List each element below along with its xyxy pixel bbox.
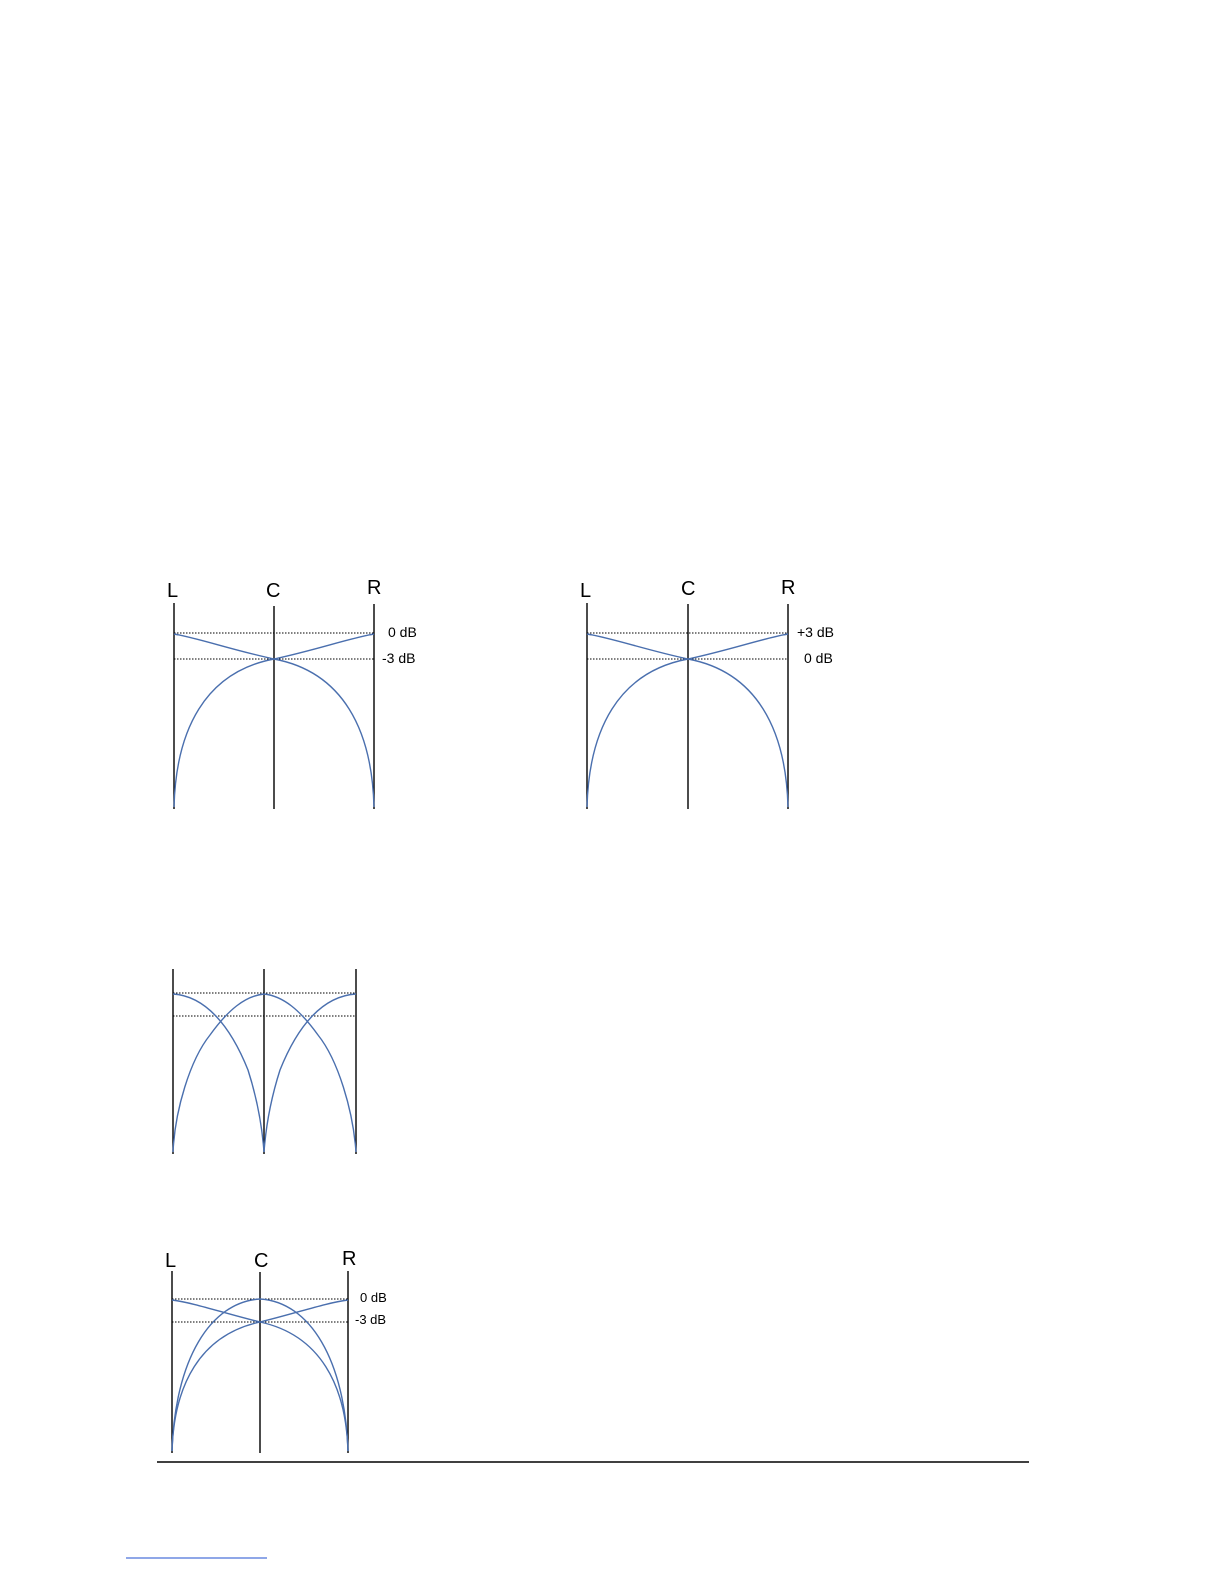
- label-center: C: [681, 578, 696, 600]
- label-center: C: [266, 580, 281, 602]
- level-label-top: 0 dB: [360, 1290, 387, 1305]
- label-center: C: [254, 1250, 269, 1272]
- level-label-bottom: -3 dB: [355, 1312, 387, 1327]
- label-left: L: [165, 1250, 177, 1272]
- level-label-bottom: -3 dB: [382, 650, 416, 666]
- pan-diagram-4: [165, 1248, 387, 1453]
- level-label-bottom: 0 dB: [804, 650, 833, 666]
- pan-diagram-2: [580, 577, 834, 809]
- label-left: L: [167, 580, 179, 602]
- pan-diagram-1: [167, 577, 417, 809]
- left-gain-curve: [173, 994, 264, 1152]
- label-right: R: [342, 1248, 357, 1270]
- level-label-top: 0 dB: [388, 624, 417, 640]
- label-right: R: [367, 577, 382, 599]
- pan-diagram-3: [173, 969, 356, 1154]
- right-gain-curve: [264, 994, 356, 1152]
- label-left: L: [580, 580, 592, 602]
- level-label-top: +3 dB: [797, 624, 834, 640]
- label-right: R: [781, 577, 796, 599]
